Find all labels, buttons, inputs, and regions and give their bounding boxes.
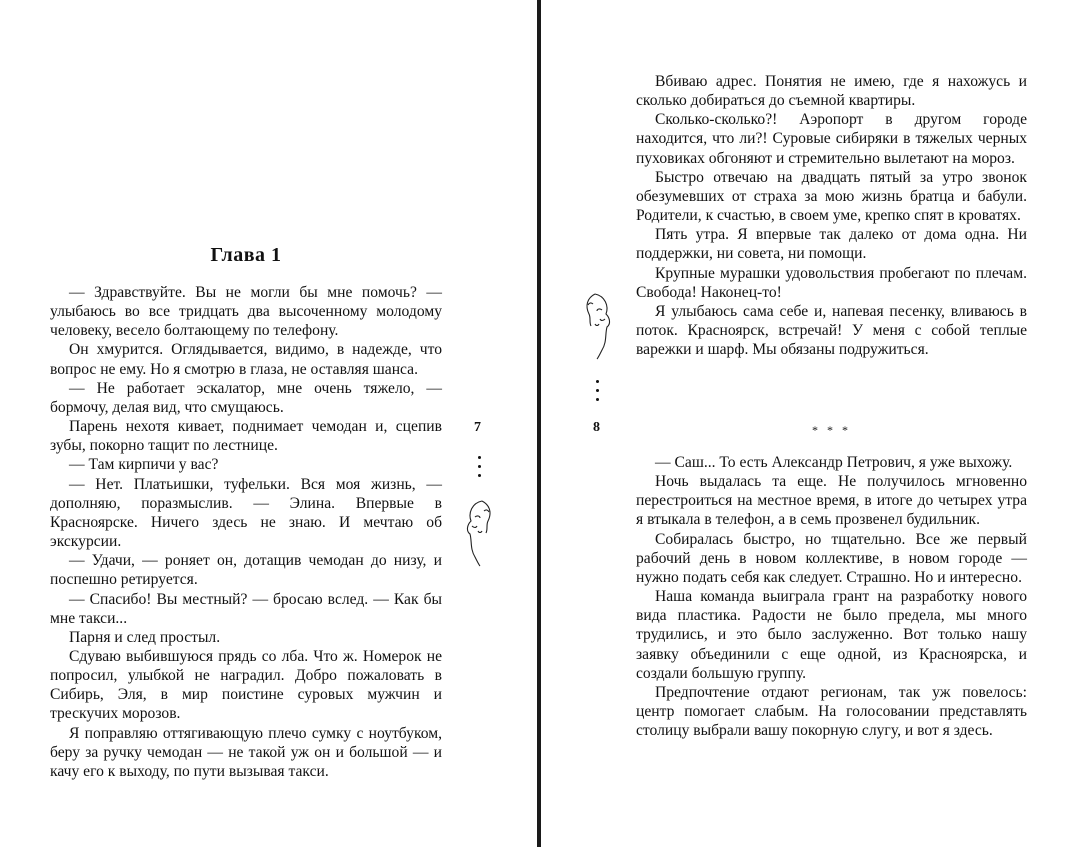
paragraph: Быстро отвечаю на двадцать пятый за утро звонок обезумевших от страха за мою жизнь братца и бабули. Родители, к счастью, в своем уме, крепко спят в кроватях.	[636, 168, 1027, 225]
paragraph: Парня и след простыл.	[69, 628, 221, 646]
paragraph: — Здравствуйте. Вы не могли бы мне помочь? — улыбаюсь во все тридцать два высоченному молодому человеку, весело болтающему по телефону.	[50, 284, 442, 340]
paragraph: Я улыбаюсь сама себе и, напевая песенку, вливаюсь в поток. Красноярск, встречай! У меня с собой теплые варежки и шарф. Мы обязаны подружиться.	[636, 302, 1027, 359]
paragraph: Предпочтение отдают регионам, так уж повелось: центр помогает слабым. На голосовании представлять столицу выбрали вашу покорную слугу, и вот я здесь.	[636, 683, 1027, 740]
paragraph: Он хмурится. Оглядывается, видимо, в надежде, что вопрос не ему. Но я смотрю в глаза, не оставляя шанса.	[50, 341, 442, 378]
paragraph: Я поправляю оттягивающую плечо сумку с ноутбуком, беру за ручку чемодан — не такой уж он и большой — и качу его к выходу, по пути вызывая такси.	[50, 724, 442, 780]
right-page-text-bottom	[636, 453, 1027, 740]
paragraph: Крупные мурашки удовольствия пробегают по плечам. Свобода! Наконец-то!	[636, 264, 1027, 301]
paragraph: Сколько-сколько?! Аэропорт в другом городе находится, что ли?! Суровые сибиряки в тяжелых черных пуховиках обгоняют и стремительно вылетают на мороз.	[636, 111, 1027, 167]
paragraph: Пять утра. Я впервые так далеко от дома одна. Ни поддержки, ни совета, ни помощи.	[636, 226, 1027, 263]
section-separator: * * *	[812, 423, 851, 437]
paragraph: Собиралась быстро, но тщательно. Все же первый рабочий день в новом коллективе, в новом городе — нужно подать себя как следует. Страшно. Но и интересно.	[636, 530, 1027, 586]
paragraph: Сдуваю выбившуюся прядь со лба. Что ж. Номерок не попросил, улыбкой не наградил. Добро пожаловать в Сибирь, Эля, в мир поистине суровых мужчин и трескучих морозов.	[50, 647, 442, 723]
dots-ornament	[478, 456, 482, 483]
right-page-text-top	[636, 72, 1027, 359]
left-page-text	[50, 283, 442, 781]
paragraph: Парень нехотя кивает, поднимает чемодан и, сцепив зубы, покорно тащит по лестнице.	[50, 418, 442, 455]
dots-ornament	[596, 380, 600, 407]
right-page	[541, 0, 1076, 847]
page-number: 7	[474, 420, 481, 435]
chapter-title: Глава 1	[210, 244, 282, 266]
face-line-art-icon	[581, 290, 621, 360]
paragraph: Наша команда выиграла грант на разработку нового вида пластика. Радости не было предела, мы много трудились, и это было заслуженно. Вот только нашу заявку объединили с еще одной, из Красноярска, и создали большую группу.	[636, 588, 1027, 682]
paragraph: — Саш... То есть Александр Петрович, я уже выхожу.	[655, 454, 1013, 471]
paragraph: Ночь выдалась та еще. Не получилось мгновенно перестроиться на местное время, в итоге до четырех утра я втыкала в телефон, а в семь прозвенел будильник.	[636, 473, 1027, 529]
paragraph: — Не работает эскалатор, мне очень тяжело, — бормочу, делая вид, что смущаюсь.	[50, 379, 442, 416]
paragraph: — Удачи, — роняет он, дотащив чемодан до низу, и поспешно ретируется.	[50, 552, 442, 589]
left-page	[0, 0, 537, 847]
paragraph: — Там кирпичи у вас?	[69, 456, 219, 474]
page-number: 8	[593, 420, 600, 435]
paragraph: Вбиваю адрес. Понятия не имею, где я нахожусь и сколько добираться до съемной квартиры.	[636, 73, 1027, 110]
paragraph: — Спасибо! Вы местный? — бросаю вслед. — Как бы мне такси...	[50, 590, 442, 627]
paragraph: — Нет. Платьишки, туфельки. Вся моя жизнь, — дополняю, поразмыслив. — Элина. Впервые в Красноярске. Ничего здесь не знаю. И мечтаю об экскурсии.	[50, 475, 442, 551]
face-line-art-icon	[458, 497, 498, 567]
